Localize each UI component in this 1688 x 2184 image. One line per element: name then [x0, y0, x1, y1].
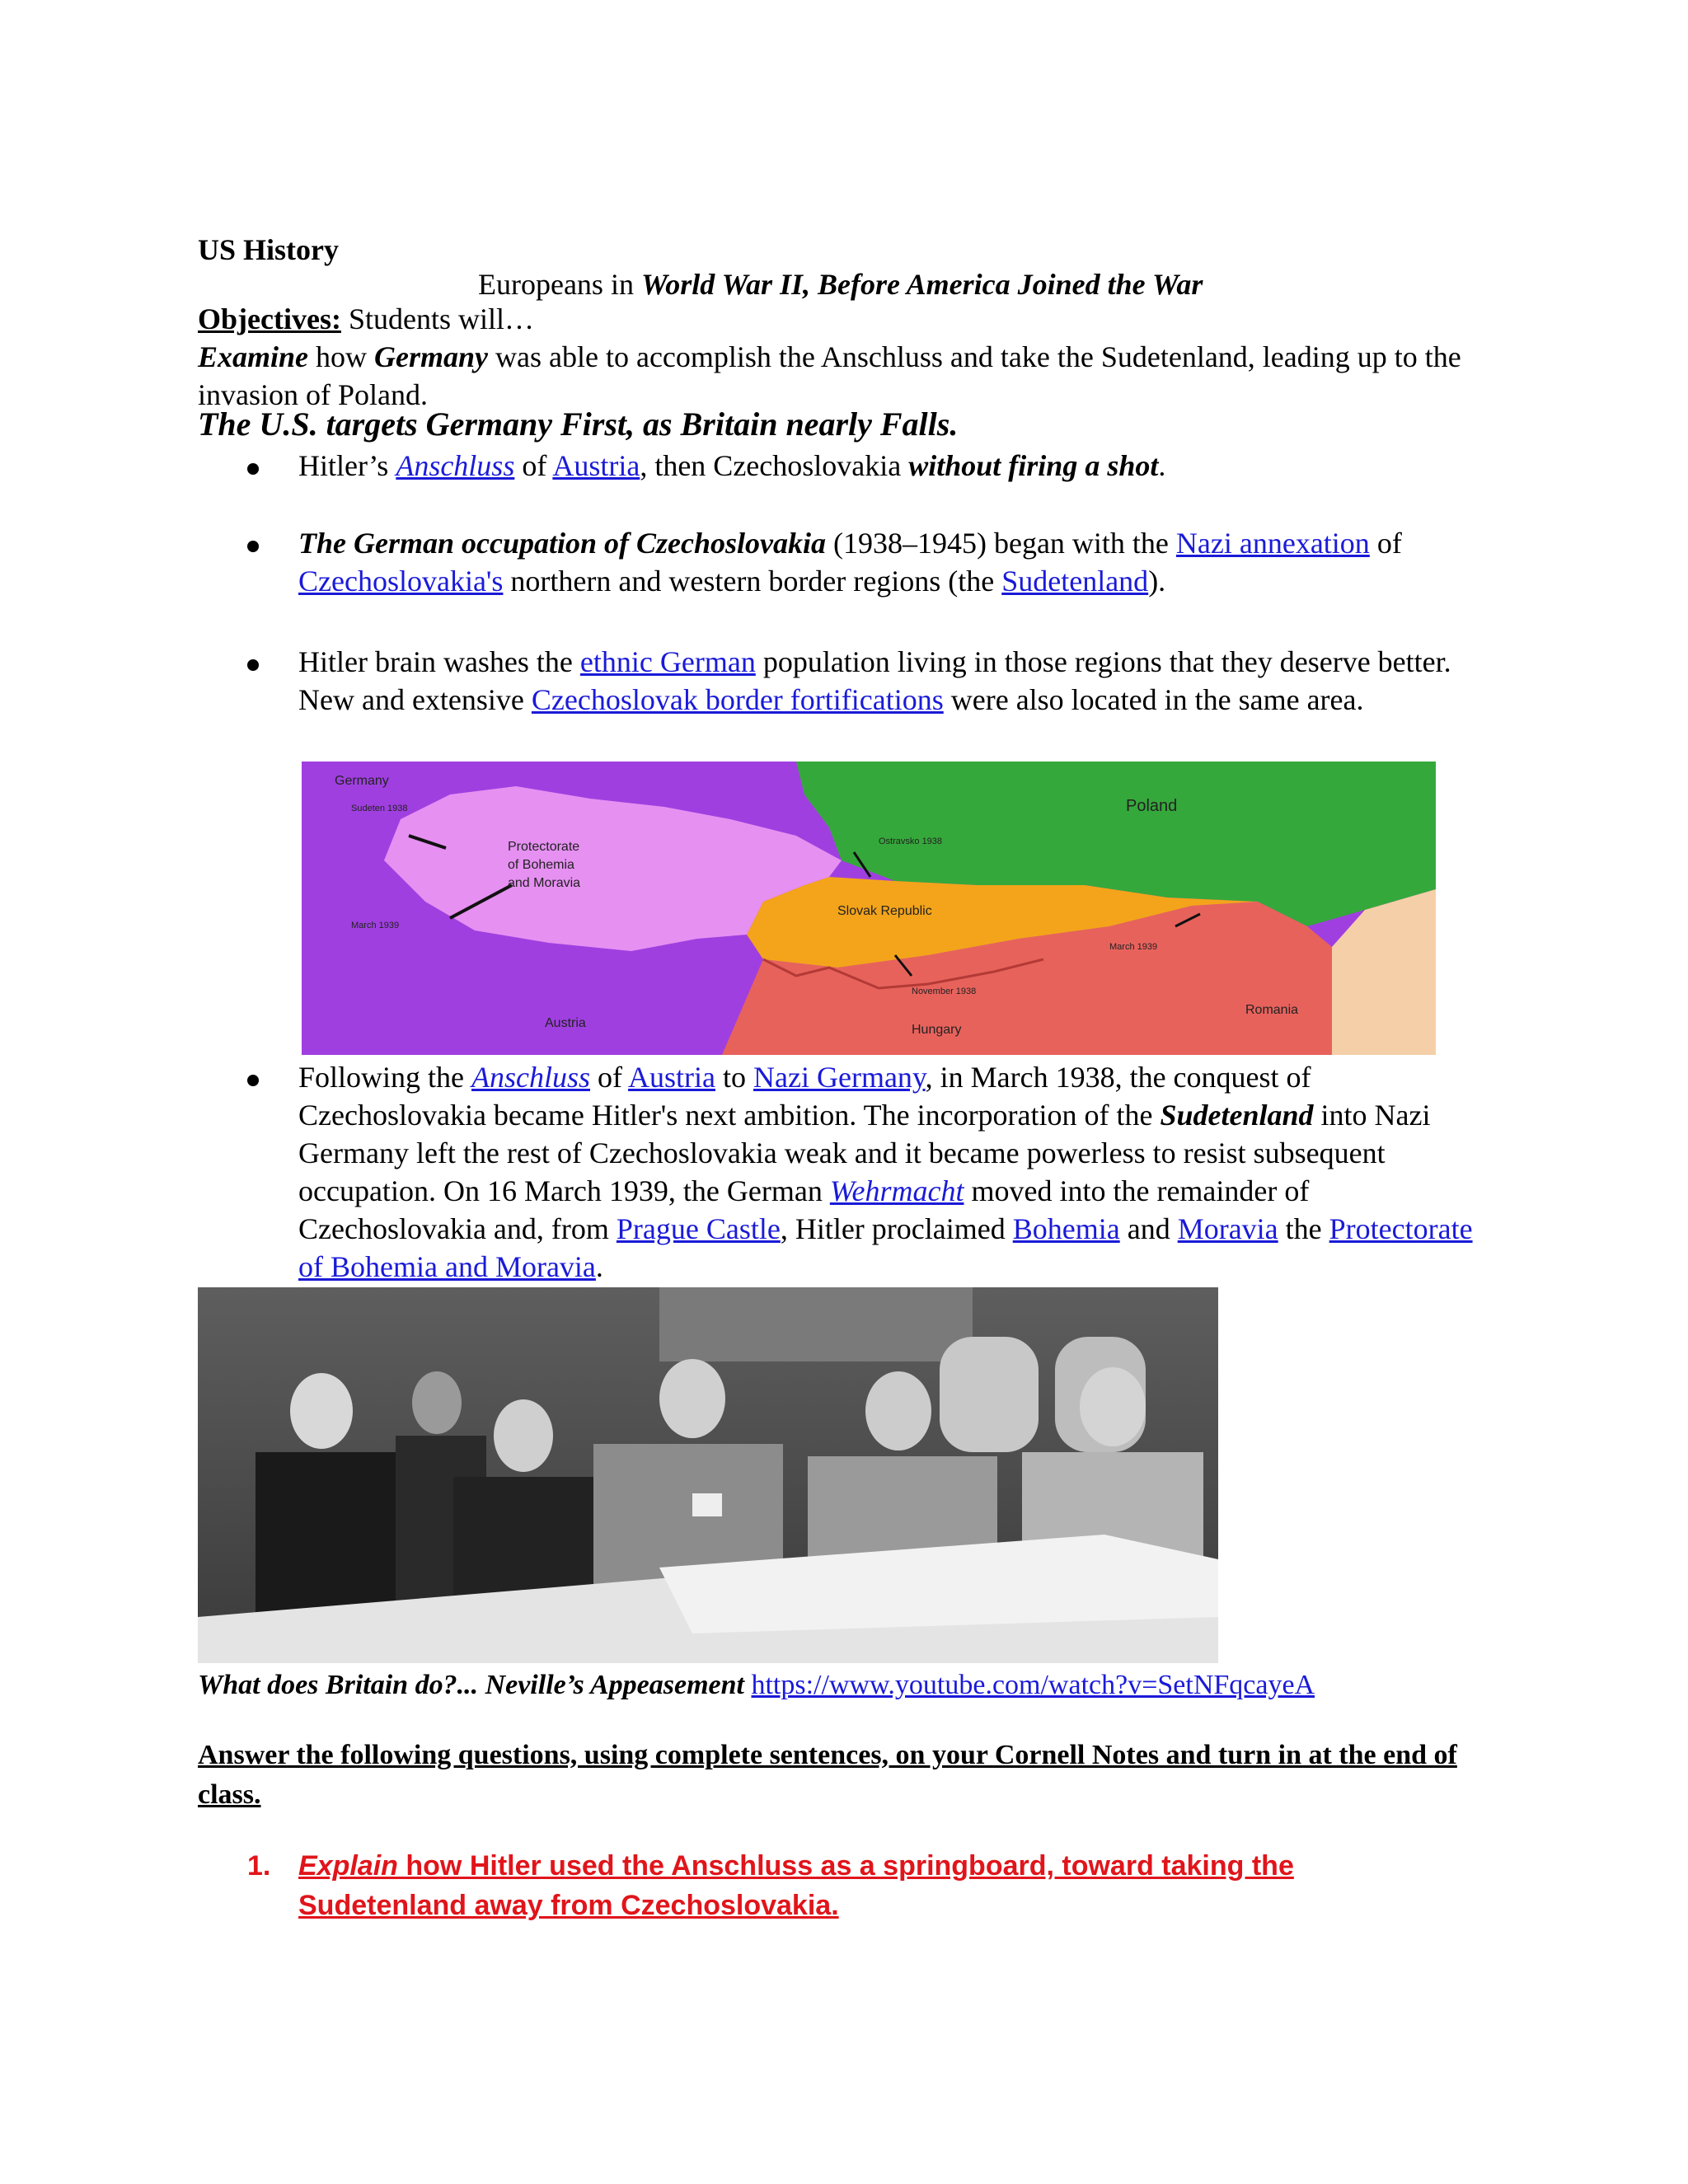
youtube-link[interactable]: https://www.youtube.com/watch?v=SetNFqcayeA: [751, 1670, 1315, 1700]
map-label-germany: Germany: [335, 774, 389, 788]
bullet-1: Hitler’s Anschluss of Austria, then Czechoslovakia without firing a shot.: [298, 449, 1166, 482]
course-title: US History: [198, 233, 339, 266]
section-heading: The U.S. targets Germany First, as Britain nearly Falls.: [198, 405, 959, 443]
bullet-dot: [247, 659, 259, 671]
link-anschluss-2[interactable]: Anschluss: [471, 1061, 591, 1094]
munich-agreement-photo: [198, 1287, 1218, 1663]
link-anschluss[interactable]: Anschluss: [396, 449, 515, 482]
link-sudetenland[interactable]: Sudetenland: [1001, 565, 1149, 598]
map-label-protectorate-2: of Bohemia: [508, 858, 574, 872]
instructions: Answer the following questions, using complete sentences, on your Cornell Notes and turn in at the end of class.: [198, 1740, 1457, 1810]
bullet-dot: [247, 541, 259, 552]
britain-line: What does Britain do?... Neville’s Appeasement https://www.youtube.com/watch?v=SetNFqcayeA: [198, 1670, 1315, 1700]
map-note: November 1938: [912, 987, 977, 996]
bullet-dot: [247, 1075, 259, 1086]
link-czechoslovakia[interactable]: Czechoslovakia's: [298, 565, 504, 598]
map-label-protectorate-3: and Moravia: [508, 876, 581, 890]
bullet-4: Following the Anschluss of Austria to Nazi Germany, in March 1938, the conquest of Czechoslovakia became Hitler's next ambition. The incorporation of the Sudetenland into Nazi Germany left the rest of Czechoslovakia weak and it became powerless to resist subsequent occupation. On 16 March 1939, the German Wehrmacht moved into the remainder of Czechoslovakia and, from Prague Castle, Hitler proclaimed Bohemia and Moravia the Protectorate of Bohemia and Moravia.: [298, 1061, 1473, 1283]
link-bohemia[interactable]: Bohemia: [1012, 1212, 1120, 1245]
page-title: Europeans in World War II, Before America Joined the War: [478, 268, 1203, 301]
link-nazi-annexation[interactable]: Nazi annexation: [1175, 527, 1370, 560]
link-prague-castle[interactable]: Prague Castle: [616, 1212, 781, 1245]
bullet-2: The German occupation of Czechoslovakia (1938–1945) began with the Nazi annexation of Czechoslovakia's northern and western border regions (the Sudetenland).: [298, 527, 1402, 598]
map-note: March 1939: [1109, 942, 1158, 952]
link-austria[interactable]: Austria: [552, 449, 640, 482]
map-image: [302, 762, 1436, 1055]
map-note: Ostravsko 1938: [879, 837, 943, 846]
link-nazi-germany[interactable]: Nazi Germany: [753, 1061, 926, 1094]
objectives: Objectives: Students will… Examine how Germany was able to accomplish the Anschluss and take the Sudetenland, leading up to the invasion of Poland.: [198, 302, 1461, 411]
question-number: 1.: [247, 1850, 271, 1882]
link-wehrmacht[interactable]: Wehrmacht: [829, 1174, 964, 1207]
link-border-fortifications[interactable]: Czechoslovak border fortifications: [531, 683, 944, 716]
map-label-poland: Poland: [1126, 797, 1178, 815]
map-label-romania: Romania: [1245, 1003, 1299, 1017]
link-moravia[interactable]: Moravia: [1177, 1212, 1278, 1245]
link-protectorate[interactable]: Protectorate of Bohemia and Moravia: [298, 1212, 1473, 1283]
bullet-dot: [247, 463, 259, 475]
photo-image: [198, 1287, 1218, 1663]
map-label-slovak: Slovak Republic: [837, 904, 932, 918]
bullet-3: Hitler brain washes the ethnic German population living in those regions that they deserve better. New and extensive Czechoslovak border fortifications were also located in the same area.: [298, 645, 1451, 716]
map-label-austria: Austria: [545, 1016, 586, 1030]
map-label-hungary: Hungary: [912, 1023, 962, 1037]
map-note: Sudeten 1938: [351, 804, 408, 813]
question-1: Explain how Hitler used the Anschluss as a springboard, toward taking the Sudetenland away from Czechoslovakia.: [298, 1850, 1294, 1921]
link-ethnic-german[interactable]: ethnic German: [579, 645, 756, 678]
link-austria-2[interactable]: Austria: [628, 1061, 716, 1094]
czechoslovakia-map: [302, 762, 1436, 1055]
map-label-protectorate-1: Protectorate: [508, 840, 580, 854]
map-note: March 1939: [351, 921, 400, 930]
